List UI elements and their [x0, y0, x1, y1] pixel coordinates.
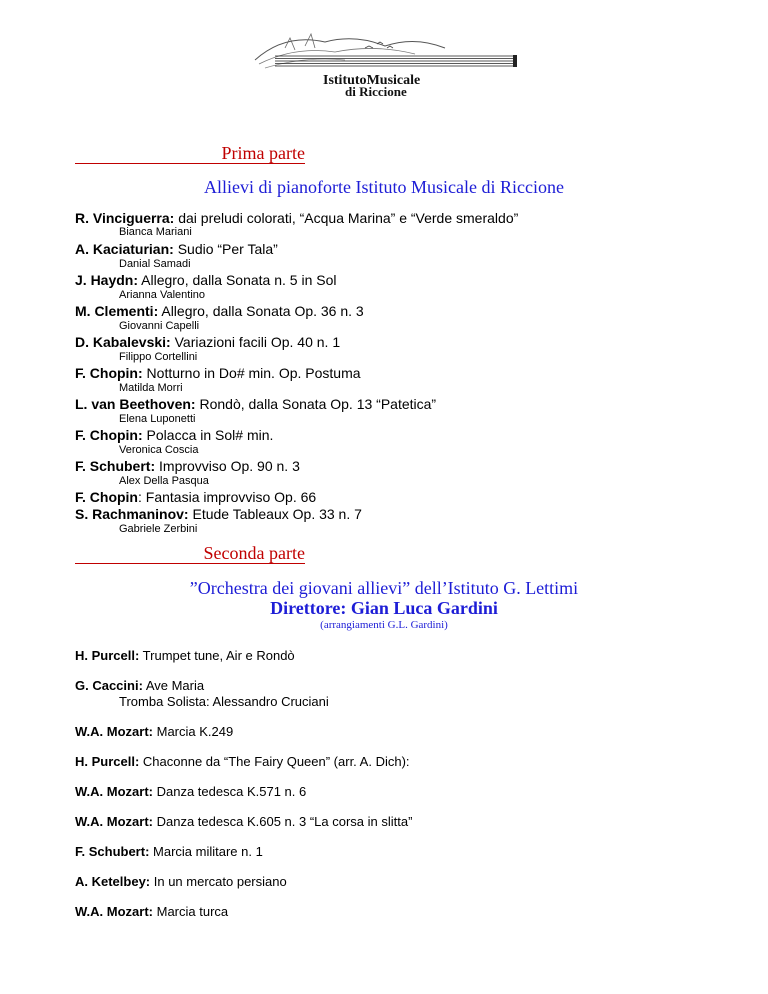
seconda-parte-heading: Seconda parte — [75, 543, 305, 564]
part1-subtitle: Allievi di pianoforte Istituto Musicale di Riccione — [204, 177, 564, 197]
performer-9: Alex Della Pasqua — [119, 475, 209, 487]
piece-10: F. Chopin: Fantasia improvviso Op. 66 — [75, 489, 317, 505]
prima-parte-heading: Prima parte — [75, 143, 305, 164]
orchestra-soloist: Tromba Solista: Alessandro Cruciani — [119, 694, 329, 709]
piece-7: L. van Beethoven: Rondò, dalla Sonata Op. 13 “Patetica” — [75, 396, 437, 412]
logo-text-line1: IstitutoMusicale — [323, 73, 421, 88]
piece-3: J. Haydn: Allegro, dalla Sonata n. 5 in Sol — [75, 272, 337, 288]
director-line: Direttore: Gian Luca Gardini — [270, 598, 498, 618]
piece-9: F. Schubert: Improvviso Op. 90 n. 3 — [75, 458, 300, 474]
piece-6: F. Chopin: Notturno in Do# min. Op. Postuma — [75, 365, 361, 381]
performer-6: Matilda Morri — [119, 382, 183, 394]
piece-8: F. Chopin: Polacca in Sol# min. — [75, 427, 274, 443]
orchestra-piece-7: F. Schubert: Marcia militare n. 1 — [75, 844, 263, 859]
orchestra-title: ”Orchestra dei giovani allievi” dell’Istituto G. Lettimi — [189, 578, 579, 598]
performer-7: Elena Luponetti — [119, 413, 196, 425]
orchestra-piece-4: H. Purcell: Chaconne da “The Fairy Queen” (arr. A. Dich): — [75, 754, 410, 769]
performer-1: Bianca Mariani — [119, 226, 192, 238]
performer-5: Filippo Cortellini — [119, 351, 198, 363]
orchestra-piece-1: H. Purcell: Trumpet tune, Air e Rondò — [75, 648, 295, 663]
performer-8: Veronica Coscia — [119, 444, 199, 456]
performer-4: Giovanni Capelli — [119, 320, 200, 332]
piece-1: R. Vinciguerra: dai preludi colorati, “Acqua Marina” e “Verde smeraldo” — [75, 210, 519, 226]
piece-4: M. Clementi: Allegro, dalla Sonata Op. 36 n. 3 — [75, 303, 364, 319]
orchestra-piece-9: W.A. Mozart: Marcia turca — [75, 904, 229, 919]
piece-5: D. Kabalevski: Variazioni facili Op. 40 n. 1 — [75, 334, 341, 350]
orchestra-piece-6: W.A. Mozart: Danza tedesca K.605 n. 3 “La corsa in slitta” — [75, 814, 413, 829]
performer-2: Danial Samadi — [119, 258, 191, 270]
piece-11: S. Rachmaninov: Etude Tableaux Op. 33 n. 7 — [75, 506, 362, 522]
arrangements-note: (arrangiamenti G.L. Gardini) — [320, 619, 448, 631]
logo-text-line2: di Riccione — [345, 84, 407, 98]
performer-11: Gabriele Zerbini — [119, 523, 198, 535]
piece-2: A. Kaciaturian: Sudio “Per Tala” — [75, 241, 278, 257]
orchestra-piece-8: A. Ketelbey: In un mercato persiano — [75, 874, 287, 889]
orchestra-piece-3: W.A. Mozart: Marcia K.249 — [75, 724, 234, 739]
istituto-musicale-logo — [245, 28, 525, 98]
performer-3: Arianna Valentino — [119, 289, 206, 301]
orchestra-piece-5: W.A. Mozart: Danza tedesca K.571 n. 6 — [75, 784, 307, 799]
orchestra-piece-2: G. Caccini: Ave Maria — [75, 678, 205, 693]
